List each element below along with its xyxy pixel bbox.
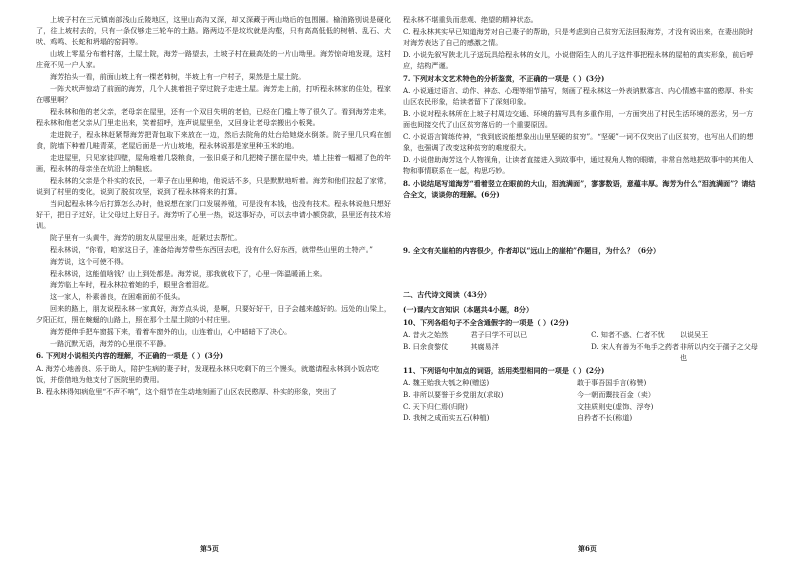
left-column — [36, 14, 391, 397]
option-text: 今一朝而鬻技百金（卖） — [576, 389, 655, 399]
question-7-option-b: B. 小说对程永林所在上坡子村周边交通、环境的描写具有多重作用，一方面突出了村民生活环境的恶劣，另一方面也间接交代了山区贫穷落后的一个重要原因。 — [403, 108, 754, 130]
option-text: 非所以内交于孺子之父母也 — [679, 341, 758, 363]
option-text: D. 宋人有善为不龟手之药者 — [591, 341, 680, 351]
story-paragraph: 院子里有一头黄牛，海芳的朋友从屋里出来，赶紧过去帮忙。 — [50, 233, 242, 243]
option-text: C. 知者不惑、仁者不忧 — [591, 330, 665, 340]
story-paragraph: 海芳便伸手把车窗摇下来，看着车窗外的山，山连着山，心中暗暗下了决心。 — [50, 326, 292, 336]
option-text: 以说吴王 — [679, 330, 709, 340]
option-text: A. 魏王贻我大瓠之种(赠送) — [403, 377, 490, 387]
story-paragraph: 一路沉默无语，海芳的心里很不平静。 — [50, 338, 171, 348]
story-paragraph: 这一家人，朴素善良，在困难面前不低头。 — [50, 292, 185, 302]
question-6-option-d: D. 小说先叙写陕北儿子送玩具给程永林的女儿，小说借陌生人的儿子这件事把程永林的屋柏的真实形象，前后呼应，结构严谨。 — [403, 49, 754, 70]
option-text: 文挂质则史(虚饰、浮夸) — [576, 401, 654, 411]
option-text: 自矜者不长(称道) — [576, 413, 633, 423]
story-paragraph: 山坡上零星分布着村落，土屋土院，海芳一路望去，土坡子村在最高处的一片山坳里。海芳惊奇地发现，这村庄竟不见一户人家。 — [36, 49, 391, 70]
option-text: 敢于事吾国手言(称赞) — [576, 377, 647, 387]
subsection-title: (一)课内文言知识（本题共4小题，8分） — [403, 305, 534, 315]
question-11-options-row — [403, 401, 758, 412]
question-10-options-row — [403, 341, 758, 363]
option-text: A. 昔火之始然 — [403, 330, 449, 340]
story-paragraph: 程永林的父亲是个朴实的农民，一辈子在山里种地，他说话不多，只是默默地听着。海芳和他们拉起了家常，说到了村里的变化，说到了脱贫攻坚，说到了程永林将来的打算。 — [36, 176, 391, 197]
option-text: 其腐易泮 — [470, 341, 499, 351]
question-10-stem: 10、下列各组句子不全含通假字的一项是（ ）(2分) — [403, 317, 569, 327]
story-paragraph: 走进院子，程永林赶紧帮海芳把背包取下来放在一边，然后去院角的灶台给她烧水倒茶。院子里几只鸡在刨食，院墙下种着几畦青菜，老屋后面是一片山坡地，程永林说那是家里种玉米的地。 — [36, 130, 391, 151]
story-paragraph: 程永林说，这能值啥钱？山上到处都是。海芳说，那我就收下了，心里一阵温暖涌上来。 — [50, 268, 327, 278]
story-paragraph: 上坡子村在三元镇南部浅山丘陵地区，这里山高沟又深，却又深藏于两山坳后的包围圈。榆油路别说是硬化了，往上坡村去的，只有一条仅够走三轮车的土路。路两边不是坟坎就是沟壑，只有高高低低的树梢、乱石、犬吠、鸡鸣、长蛇和坍塌的窑洞等。 — [36, 15, 391, 47]
story-paragraph: 海芳临上车时，程永林拉着她的手，眼里含着泪花。 — [50, 280, 214, 290]
story-paragraph: 当问起程永林今后打算怎么办时，他说想在家门口发展养殖，可是没有本钱，也没有技术。程永林说他只想好好干，把日子过好，让父母过上好日子。海芳听了心里一热，说这事好办，可以去申请小额贷款，县里还有技术培训。 — [36, 199, 391, 231]
question-11-stem: 11、下列语句中加点的词语，活用类型相同的一项是（ ）(2分) — [403, 365, 605, 375]
story-paragraph: 海芳抬头一看，前面山坡上有一棵老柿树，半坡上有一户村子，果然是土屋土院。 — [50, 72, 306, 82]
question-6-option-c: C. 程永林其实早已知道海芳对自己妻子的帮助，只是考虑到自己贫穷无法回报海芳，才没有说出来，在妻出院时对海芳表达了自己的感激之情。 — [403, 26, 754, 47]
question-7-option-d: D. 小说借助海芳这个人物视角，让读者直接进入到故事中，通过视角人物的眼睛，非常自然地把故事中的其他人物和事情联系在一起，构思巧妙。 — [403, 154, 754, 176]
question-6-option-b: B. 程永林得知病危里“不声不响”，这个细节在生动地刻画了山区农民憨厚、朴实的形象，突出了 — [36, 386, 337, 396]
story-paragraph: 程永林和他的老父亲，老母亲在屋里，还有一个双目失明的老伯，已经在门槛上等了很久了。看到海芳走来，程永林和他老父亲从门里走出来，笑着招呼，连声说屋里坐，又回身让老母亲搬出小板凳。 — [36, 107, 391, 128]
question-6-option-a: A. 海芳心地善良、乐于助人，陪护生病的妻子时，发现程永林只吃剩下的三个馒头，就邀请程永林到小饭店吃饭，并偿借地为他支付了医院里的费用。 — [36, 363, 380, 384]
option-text: D. 我树之成而实五石(种植) — [403, 413, 490, 423]
option-text: C. 天下归仁焉(归附) — [403, 401, 468, 411]
question-7-option-a: A. 小说通过语言、动作、神态、心理等细节描写，刻画了程永林这一外表讷默寡言、内心情感丰富的憨厚、朴实山区农民形象，给读者留下了深刻印象。 — [403, 85, 754, 107]
question-6-stem: 6. 下列对小说相关内容的理解，不正确的一项是（ ）(3分) — [36, 351, 224, 361]
page-number: 第6页 — [578, 544, 597, 553]
question-9-stem: 9. 全文有关崖柏的内容很少，作者却以“远山上的崖柏”作题目，为什么？（6分） — [403, 245, 661, 255]
answer-space — [403, 257, 758, 285]
question-11-options-row — [403, 389, 758, 400]
question-7-option-c: C. 小说语言简练传神，“我到底说能想象出山里坚硬的贫穷”。“坚硬”一词不仅突出了山区贫穷，也写出人们的想象，也强调了改变这种贫穷的难度很大。 — [403, 131, 754, 153]
question-11-options-row — [403, 377, 758, 388]
answer-space — [403, 201, 758, 243]
question-11-options-row — [403, 412, 758, 423]
question-10-options-row — [403, 329, 758, 340]
story-paragraph: 走进屋里，只见家徒四壁，屋角堆着几袋粮食，一张旧桌子和几把椅子摆在屋中央，墙上挂着一幅褪了色的年画，程永林的母亲坐在炕沿上纳鞋底。 — [36, 153, 391, 174]
continued-text: 程永林不堪重负而悲观、绝望的精神状态。 — [403, 15, 538, 24]
option-text: 君子曰学不可以已 — [470, 330, 528, 340]
story-paragraph: 一阵犬吠声惊动了前面的海芳，几个人挑着担子穿过院子走进土屋。海芳走上前，打听程永林家的住处，程家在哪里啊？ — [36, 84, 391, 105]
story-paragraph: 回来的路上，朋友说程永林一家真好，海芳点头说，是啊，只要好好干，日子会越来越好的。远处的山梁上，夕阳正红，照在蜿蜒的山路上，照在那个土屋土院的小村庄里。 — [36, 303, 391, 325]
story-paragraph: 海芳说，这个可使不得。 — [50, 256, 129, 266]
right-column — [403, 14, 758, 424]
question-7-stem: 7. 下列对本文艺术特色的分析鉴赏，不正确的一项是（ ）(3分) — [403, 73, 605, 83]
section-title: 二、古代诗文阅读（43分） — [403, 289, 491, 299]
story-paragraph: 程永林说，“你看，咱家这日子，准备给海芳带些东西回去吧，没有什么好东西，就带些山里的土特产。” — [50, 245, 373, 254]
question-8-stem: 8. 小说结尾写道海芳“看着竖立在眼前的大山，泪流满面”，寥寥数语，意蕴丰厚。海芳为什么“泪流满面”？请结合全文，谈谈你的理解。(6分) — [403, 178, 756, 200]
option-text: B. 曰余食黎仗 — [403, 341, 449, 351]
page-number: 第5页 — [200, 544, 219, 553]
option-text: B. 非所以要誉于乡党朋友(求取) — [403, 389, 504, 399]
